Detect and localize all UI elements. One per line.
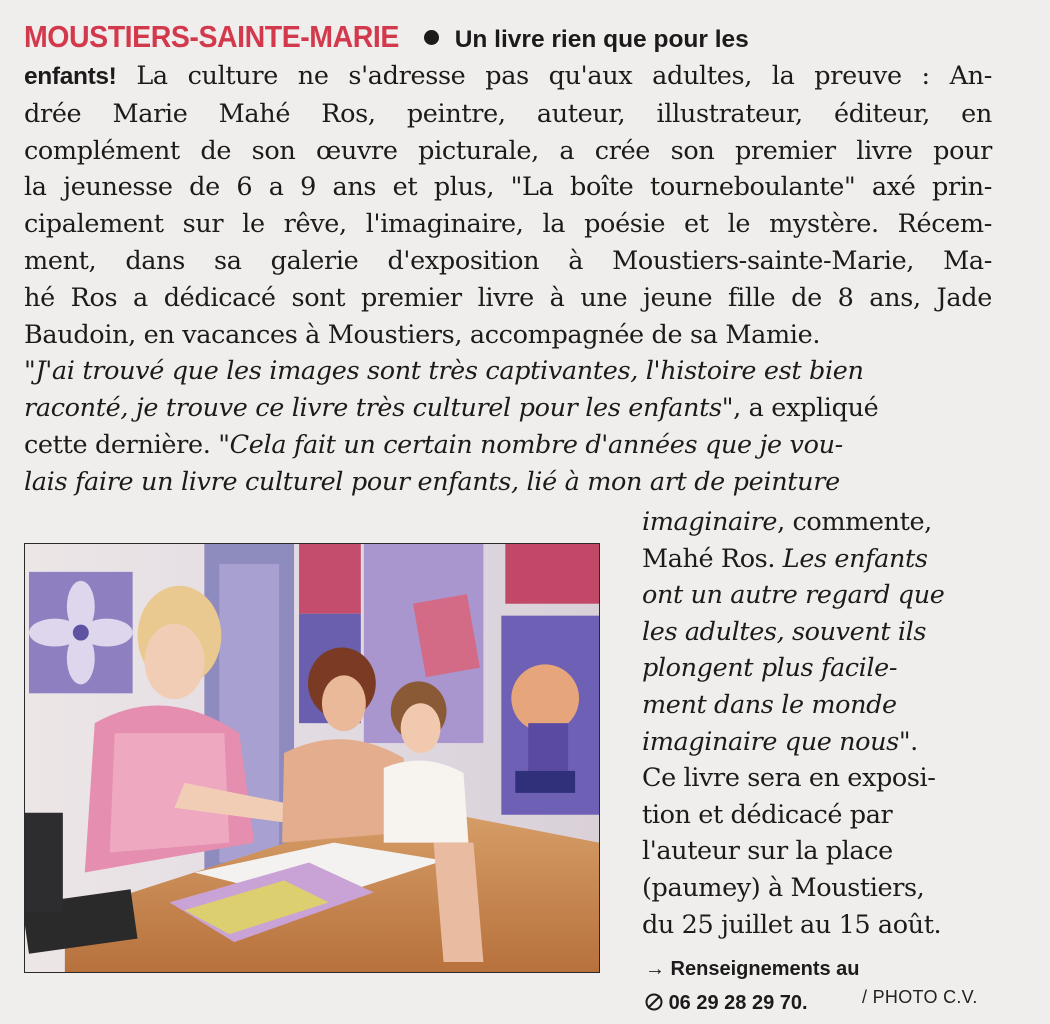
column-line: [642, 504, 992, 541]
quote-line: lais faire un livre culturel pour enfants, lié à mon art de peinture: [24, 466, 840, 497]
body-text-1: La culture ne s'adresse pas qu'aux adultes, la preuve : An-: [136, 61, 992, 91]
right-column: [642, 504, 992, 943]
info-label: → Renseignements au: [645, 958, 860, 980]
column-plain: , commente,: [777, 507, 932, 537]
article-block: [24, 18, 992, 501]
column-line: plongent plus facile-: [642, 653, 898, 684]
body-line: la jeunesse de 6 a 9 ans et plus, "La boîte tourneboulante" axé prin-: [24, 172, 992, 203]
phone-number: 06 29 28 29 70.: [668, 992, 808, 1014]
photo-credit: / PHOTO C.V.: [862, 987, 978, 1007]
kicker-title-end: enfants!: [24, 63, 117, 90]
quote-italic: Cela fait un certain nombre d'années que je vou-: [229, 429, 843, 460]
quote-line: [24, 427, 992, 464]
body-line: [24, 58, 992, 96]
column-line: [642, 724, 992, 761]
column-italic: imaginaire que nous: [642, 726, 899, 757]
quote-line: "J'ai trouvé que les images sont très captivantes, l'histoire est bien: [24, 356, 864, 387]
kicker-title: Un livre rien que pour les: [454, 26, 749, 53]
column-line: du 25 juillet au 15 août.: [642, 909, 942, 940]
column-line: [642, 541, 992, 578]
phone-icon: [645, 992, 669, 1014]
article-body: [24, 58, 992, 501]
quote-italic: raconté, je trouve ce livre très culturel pour les enfants: [24, 393, 722, 424]
column-line: (paumey) à Moustiers,: [642, 872, 925, 903]
phone-line: [645, 986, 860, 1020]
column-italic: Les enfants: [782, 543, 928, 574]
headline-row: [24, 18, 992, 58]
column-line: l'auteur sur la place: [642, 836, 893, 867]
info-block: [645, 952, 860, 1020]
article-photo: [24, 543, 600, 973]
locality-title: MOUSTIERS-SAINTE-MARIE: [24, 19, 399, 54]
column-line: Ce livre sera en exposi-: [642, 763, 936, 794]
column-line: les adultes, souvent ils: [642, 616, 927, 647]
column-italic: imaginaire: [642, 507, 778, 537]
body-line: ment, dans sa galerie d'exposition à Moustiers-sainte-Marie, Ma-: [24, 245, 992, 276]
bullet-icon: [424, 30, 439, 45]
body-line: cipalement sur le rêve, l'imaginaire, la poésie et le mystère. Récem-: [24, 209, 992, 240]
quote-plain: ", a expliqué: [721, 393, 879, 424]
body-line: Baudoin, en vacances à Moustiers, accompagnée de sa Mamie.: [24, 319, 821, 350]
column-plain: ".: [898, 726, 918, 757]
column-line: ont un autre regard que: [642, 580, 945, 611]
body-line: hé Ros a dédicacé sont premier livre à une jeune fille de 8 ans, Jade: [24, 282, 992, 313]
column-line: ment dans le monde: [642, 689, 897, 720]
quote-line: [24, 390, 992, 427]
column-plain: Mahé Ros.: [642, 543, 783, 574]
photo-illustration: [25, 544, 599, 972]
body-line: drée Marie Mahé Ros, peintre, auteur, illustrateur, éditeur, en: [24, 98, 992, 129]
column-line: tion et dédicacé par: [642, 799, 893, 830]
quote-plain: cette dernière. ": [24, 429, 230, 460]
body-line: complément de son œuvre picturale, a crée son premier livre pour: [24, 135, 992, 166]
